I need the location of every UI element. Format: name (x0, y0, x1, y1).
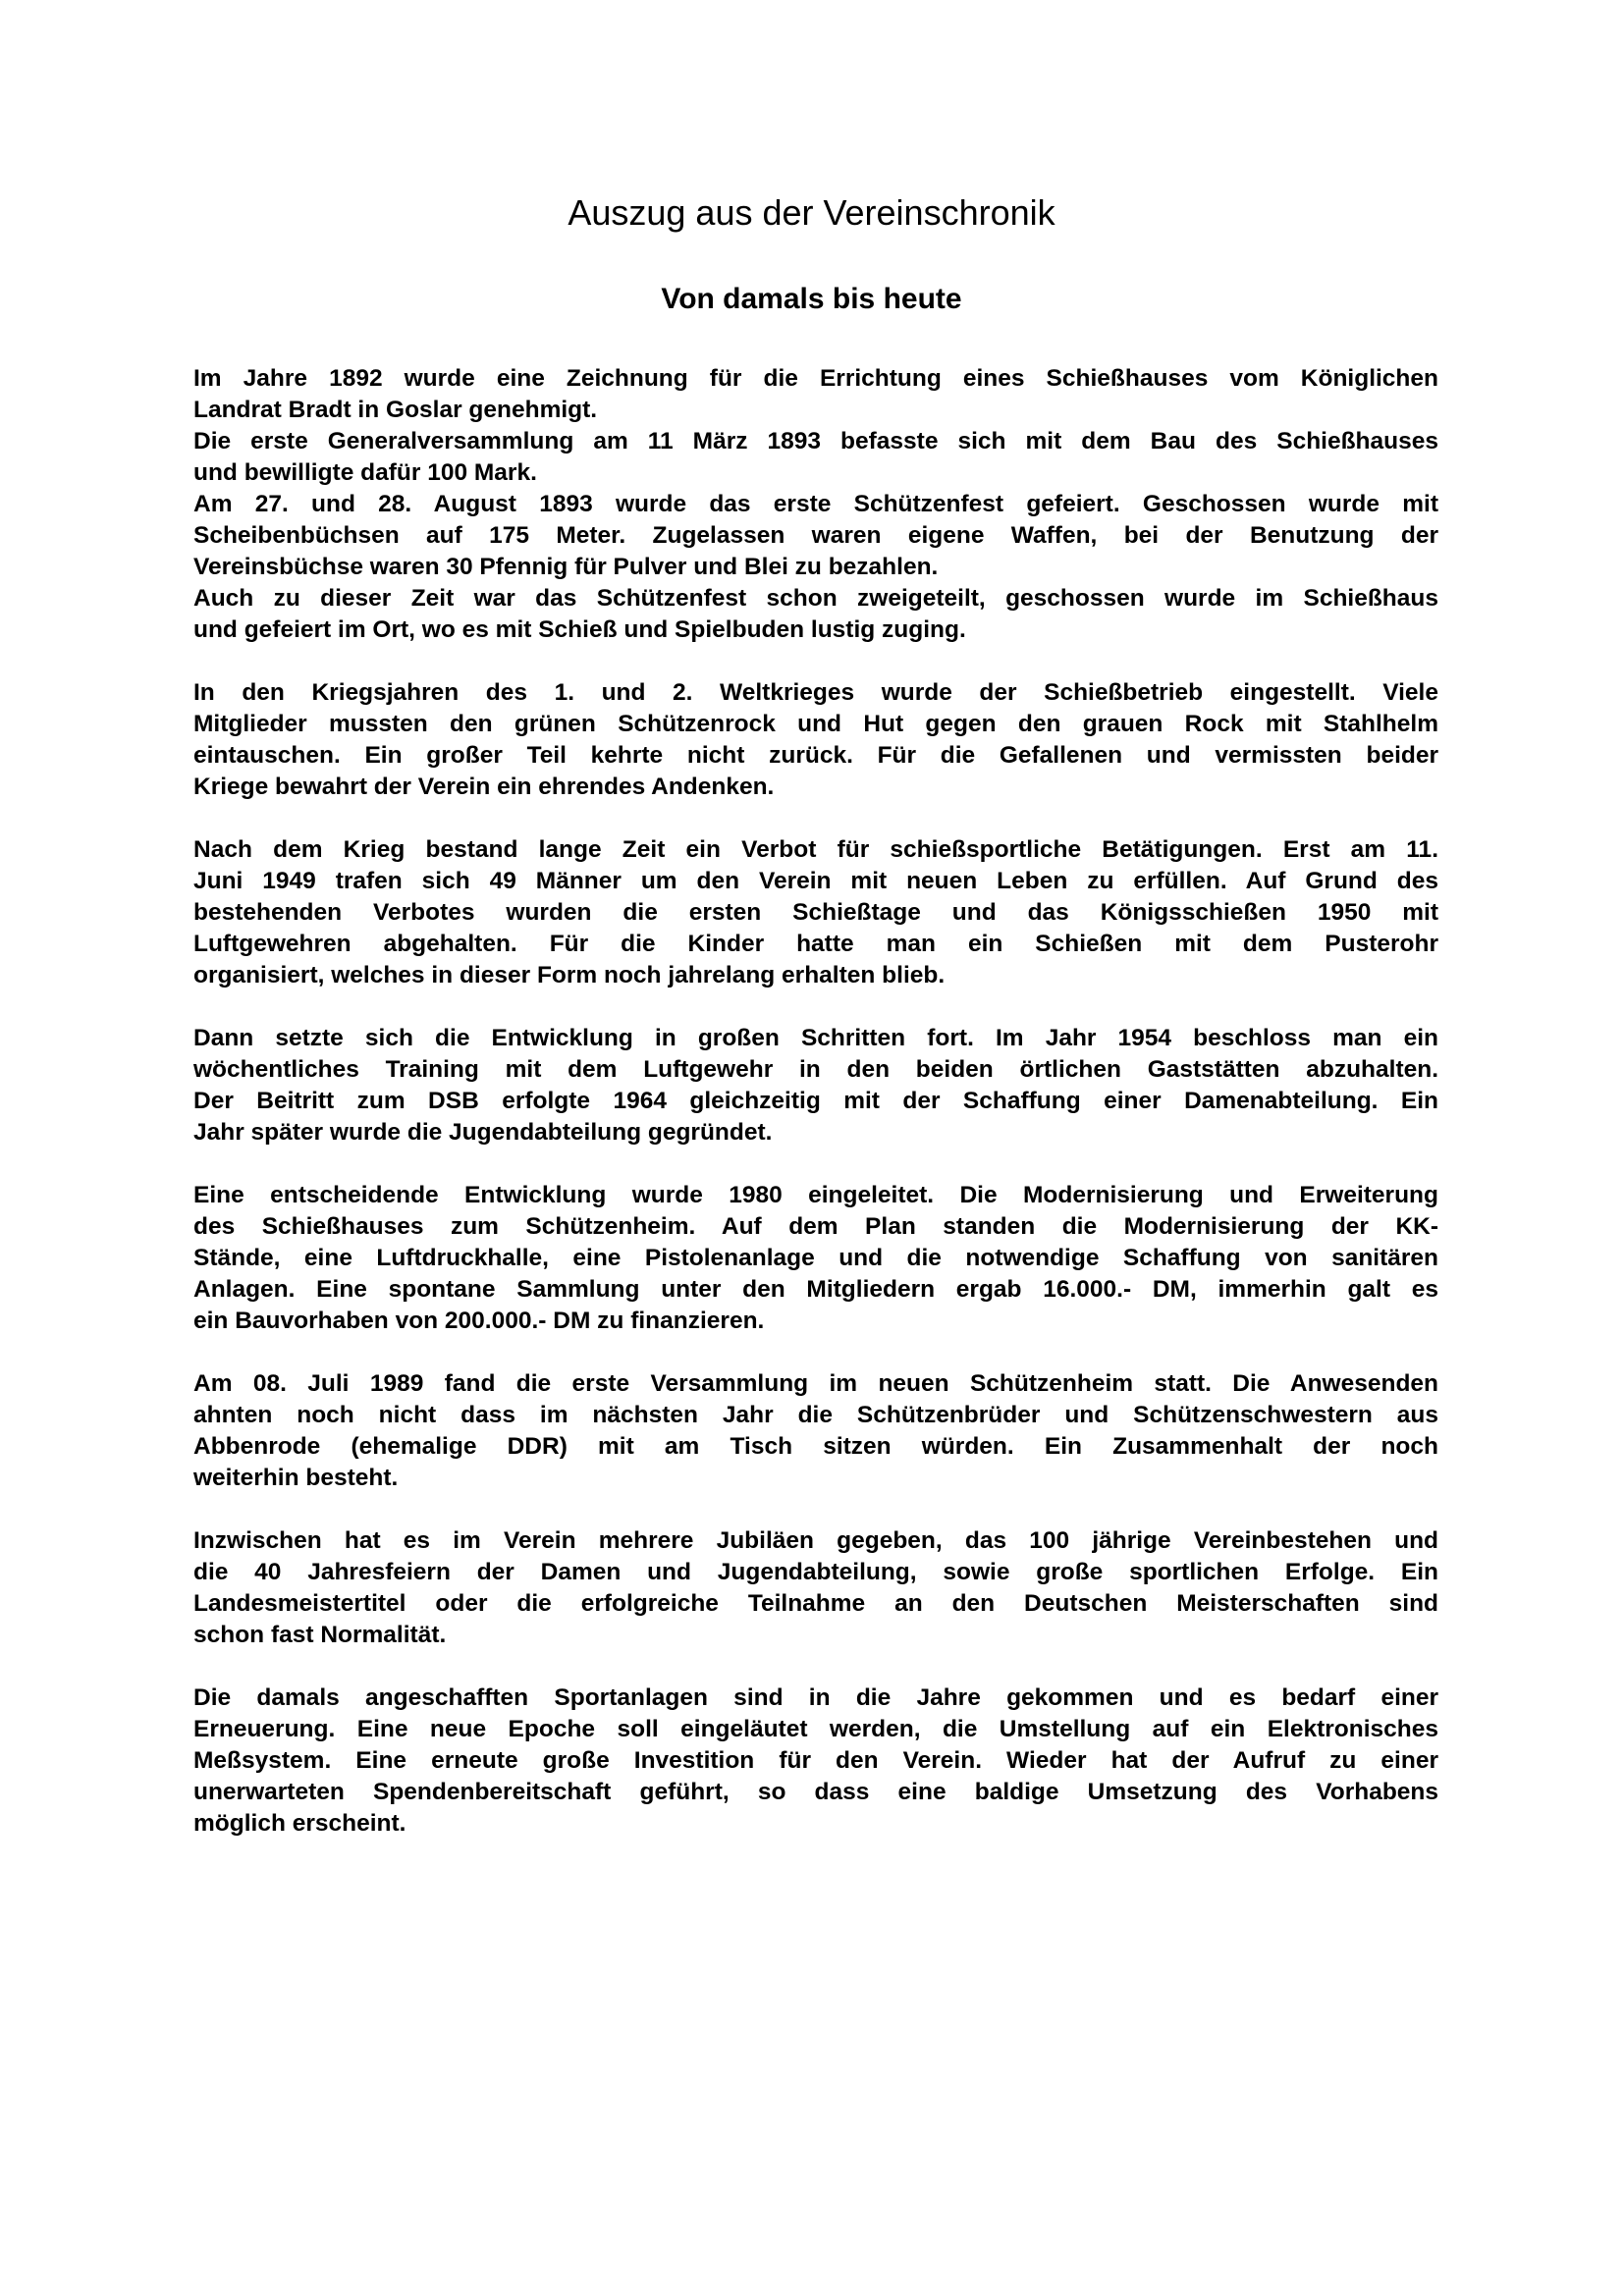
text-line: ahnten noch nicht dass im nächsten Jahr die Schützenbrüder und Schützenschwestern aus (193, 1402, 1438, 1428)
text-line: Inzwischen hat es im Verein mehrere Jubiläen gegeben, das 100 jährige Vereinbestehen und (193, 1527, 1438, 1554)
text-line: Nach dem Krieg bestand lange Zeit ein Verbot für schießsportliche Betätigungen. Erst am 11. (193, 836, 1438, 863)
text-line: Meßsystem. Eine erneute große Investition für den Verein. Wieder hat der Aufruf zu einer (193, 1747, 1438, 1774)
text-line: des Schießhauses zum Schützenheim. Auf dem Plan standen die Modernisierung der KK- (193, 1213, 1438, 1240)
text-line: möglich erscheint. (193, 1810, 406, 1837)
text-line: Eine entscheidende Entwicklung wurde 1980 eingeleitet. Die Modernisierung und Erweiterung (193, 1182, 1438, 1208)
text-line: Scheibenbüchsen auf 175 Meter. Zugelassen waren eigene Waffen, bei der Benutzung der (193, 522, 1438, 549)
text-line: Mitglieder mussten den grünen Schützenrock und Hut gegen den grauen Rock mit Stahlhelm (193, 711, 1438, 737)
text-line: und bewilligte dafür 100 Mark. (193, 459, 537, 486)
text-line: organisiert, welches in dieser Form noch jahrelang erhalten blieb. (193, 962, 946, 988)
text-line: Stände, eine Luftdruckhalle, eine Pistolenanlage und die notwendige Schaffung von sanitären (193, 1245, 1438, 1271)
paragraph (193, 1525, 1438, 1651)
page-title: Auszug aus der Vereinschronik (568, 192, 1055, 233)
text-line: Luftgewehren abgehalten. Für die Kinder hatte man ein Schießen mit dem Pusterohr (193, 931, 1438, 957)
text-line: Im Jahre 1892 wurde eine Zeichnung für die Errichtung eines Schießhauses vom Königlichen (193, 365, 1438, 392)
text-line: Juni 1949 trafen sich 49 Männer um den Verein mit neuen Leben zu erfüllen. Auf Grund des (193, 868, 1438, 894)
text-line: Landesmeistertitel oder die erfolgreiche Teilnahme an den Deutschen Meisterschaften sind (193, 1590, 1438, 1617)
text-line: Der Beitritt zum DSB erfolgte 1964 gleichzeitig mit der Schaffung einer Damenabteilung. Ein (193, 1088, 1438, 1114)
text-line: Auch zu dieser Zeit war das Schützenfest schon zweigeteilt, geschossen wurde im Schießhaus (193, 585, 1438, 612)
document-body (193, 363, 1438, 1871)
text-line: Am 27. und 28. August 1893 wurde das erste Schützenfest gefeiert. Geschossen wurde mit (193, 491, 1438, 517)
text-line: Anlagen. Eine spontane Sammlung unter den Mitgliedern ergab 16.000.- DM, immerhin galt es (193, 1276, 1438, 1303)
text-line: Jahr später wurde die Jugendabteilung gegründet. (193, 1119, 773, 1146)
text-line: Erneuerung. Eine neue Epoche soll eingeläutet werden, die Umstellung auf ein Elektronisches (193, 1716, 1438, 1742)
paragraph (193, 1682, 1438, 1840)
paragraph (193, 1368, 1438, 1494)
text-line: bestehenden Verbotes wurden die ersten Schießtage und das Königsschießen 1950 mit (193, 899, 1438, 926)
text-line: In den Kriegsjahren des 1. und 2. Weltkrieges wurde der Schießbetrieb eingestellt. Viele (193, 679, 1438, 706)
text-line: Landrat Bradt in Goslar genehmigt. (193, 397, 598, 423)
paragraph (193, 1023, 1438, 1148)
text-line: schon fast Normalität. (193, 1622, 447, 1648)
text-line: weiterhin besteht. (193, 1465, 399, 1491)
page-subtitle: Von damals bis heute (661, 283, 962, 315)
text-line: Abbenrode (ehemalige DDR) mit am Tisch sitzen würden. Ein Zusammenhalt der noch (193, 1433, 1438, 1460)
text-line: eintauschen. Ein großer Teil kehrte nicht zurück. Für die Gefallenen und vermissten beider (193, 742, 1438, 769)
text-line: Die erste Generalversammlung am 11 März 1893 befasste sich mit dem Bau des Schießhauses (193, 428, 1438, 454)
paragraph (193, 363, 1438, 646)
text-line: Kriege bewahrt der Verein ein ehrendes Andenken. (193, 774, 775, 800)
paragraph (193, 834, 1438, 991)
text-line: wöchentliches Training mit dem Luftgewehr in den beiden örtlichen Gaststätten abzuhalten. (193, 1056, 1438, 1083)
paragraph (193, 677, 1438, 803)
text-line: die 40 Jahresfeiern der Damen und Jugendabteilung, sowie große sportlichen Erfolge. Ein (193, 1559, 1438, 1585)
text-line: Vereinsbüchse waren 30 Pfennig für Pulver und Blei zu bezahlen. (193, 554, 939, 580)
text-line: ein Bauvorhaben von 200.000.- DM zu finanzieren. (193, 1308, 765, 1334)
paragraph (193, 1180, 1438, 1337)
text-line: unerwarteten Spendenbereitschaft geführt, so dass eine baldige Umsetzung des Vorhabens (193, 1779, 1438, 1805)
text-line: Am 08. Juli 1989 fand die erste Versammlung im neuen Schützenheim statt. Die Anwesenden (193, 1370, 1438, 1397)
text-line: und gefeiert im Ort, wo es mit Schieß und Spielbuden lustig zuging. (193, 616, 966, 643)
text-line: Dann setzte sich die Entwicklung in großen Schritten fort. Im Jahr 1954 beschloss man ein (193, 1025, 1438, 1051)
text-line: Die damals angeschafften Sportanlagen sind in die Jahre gekommen und es bedarf einer (193, 1684, 1438, 1711)
